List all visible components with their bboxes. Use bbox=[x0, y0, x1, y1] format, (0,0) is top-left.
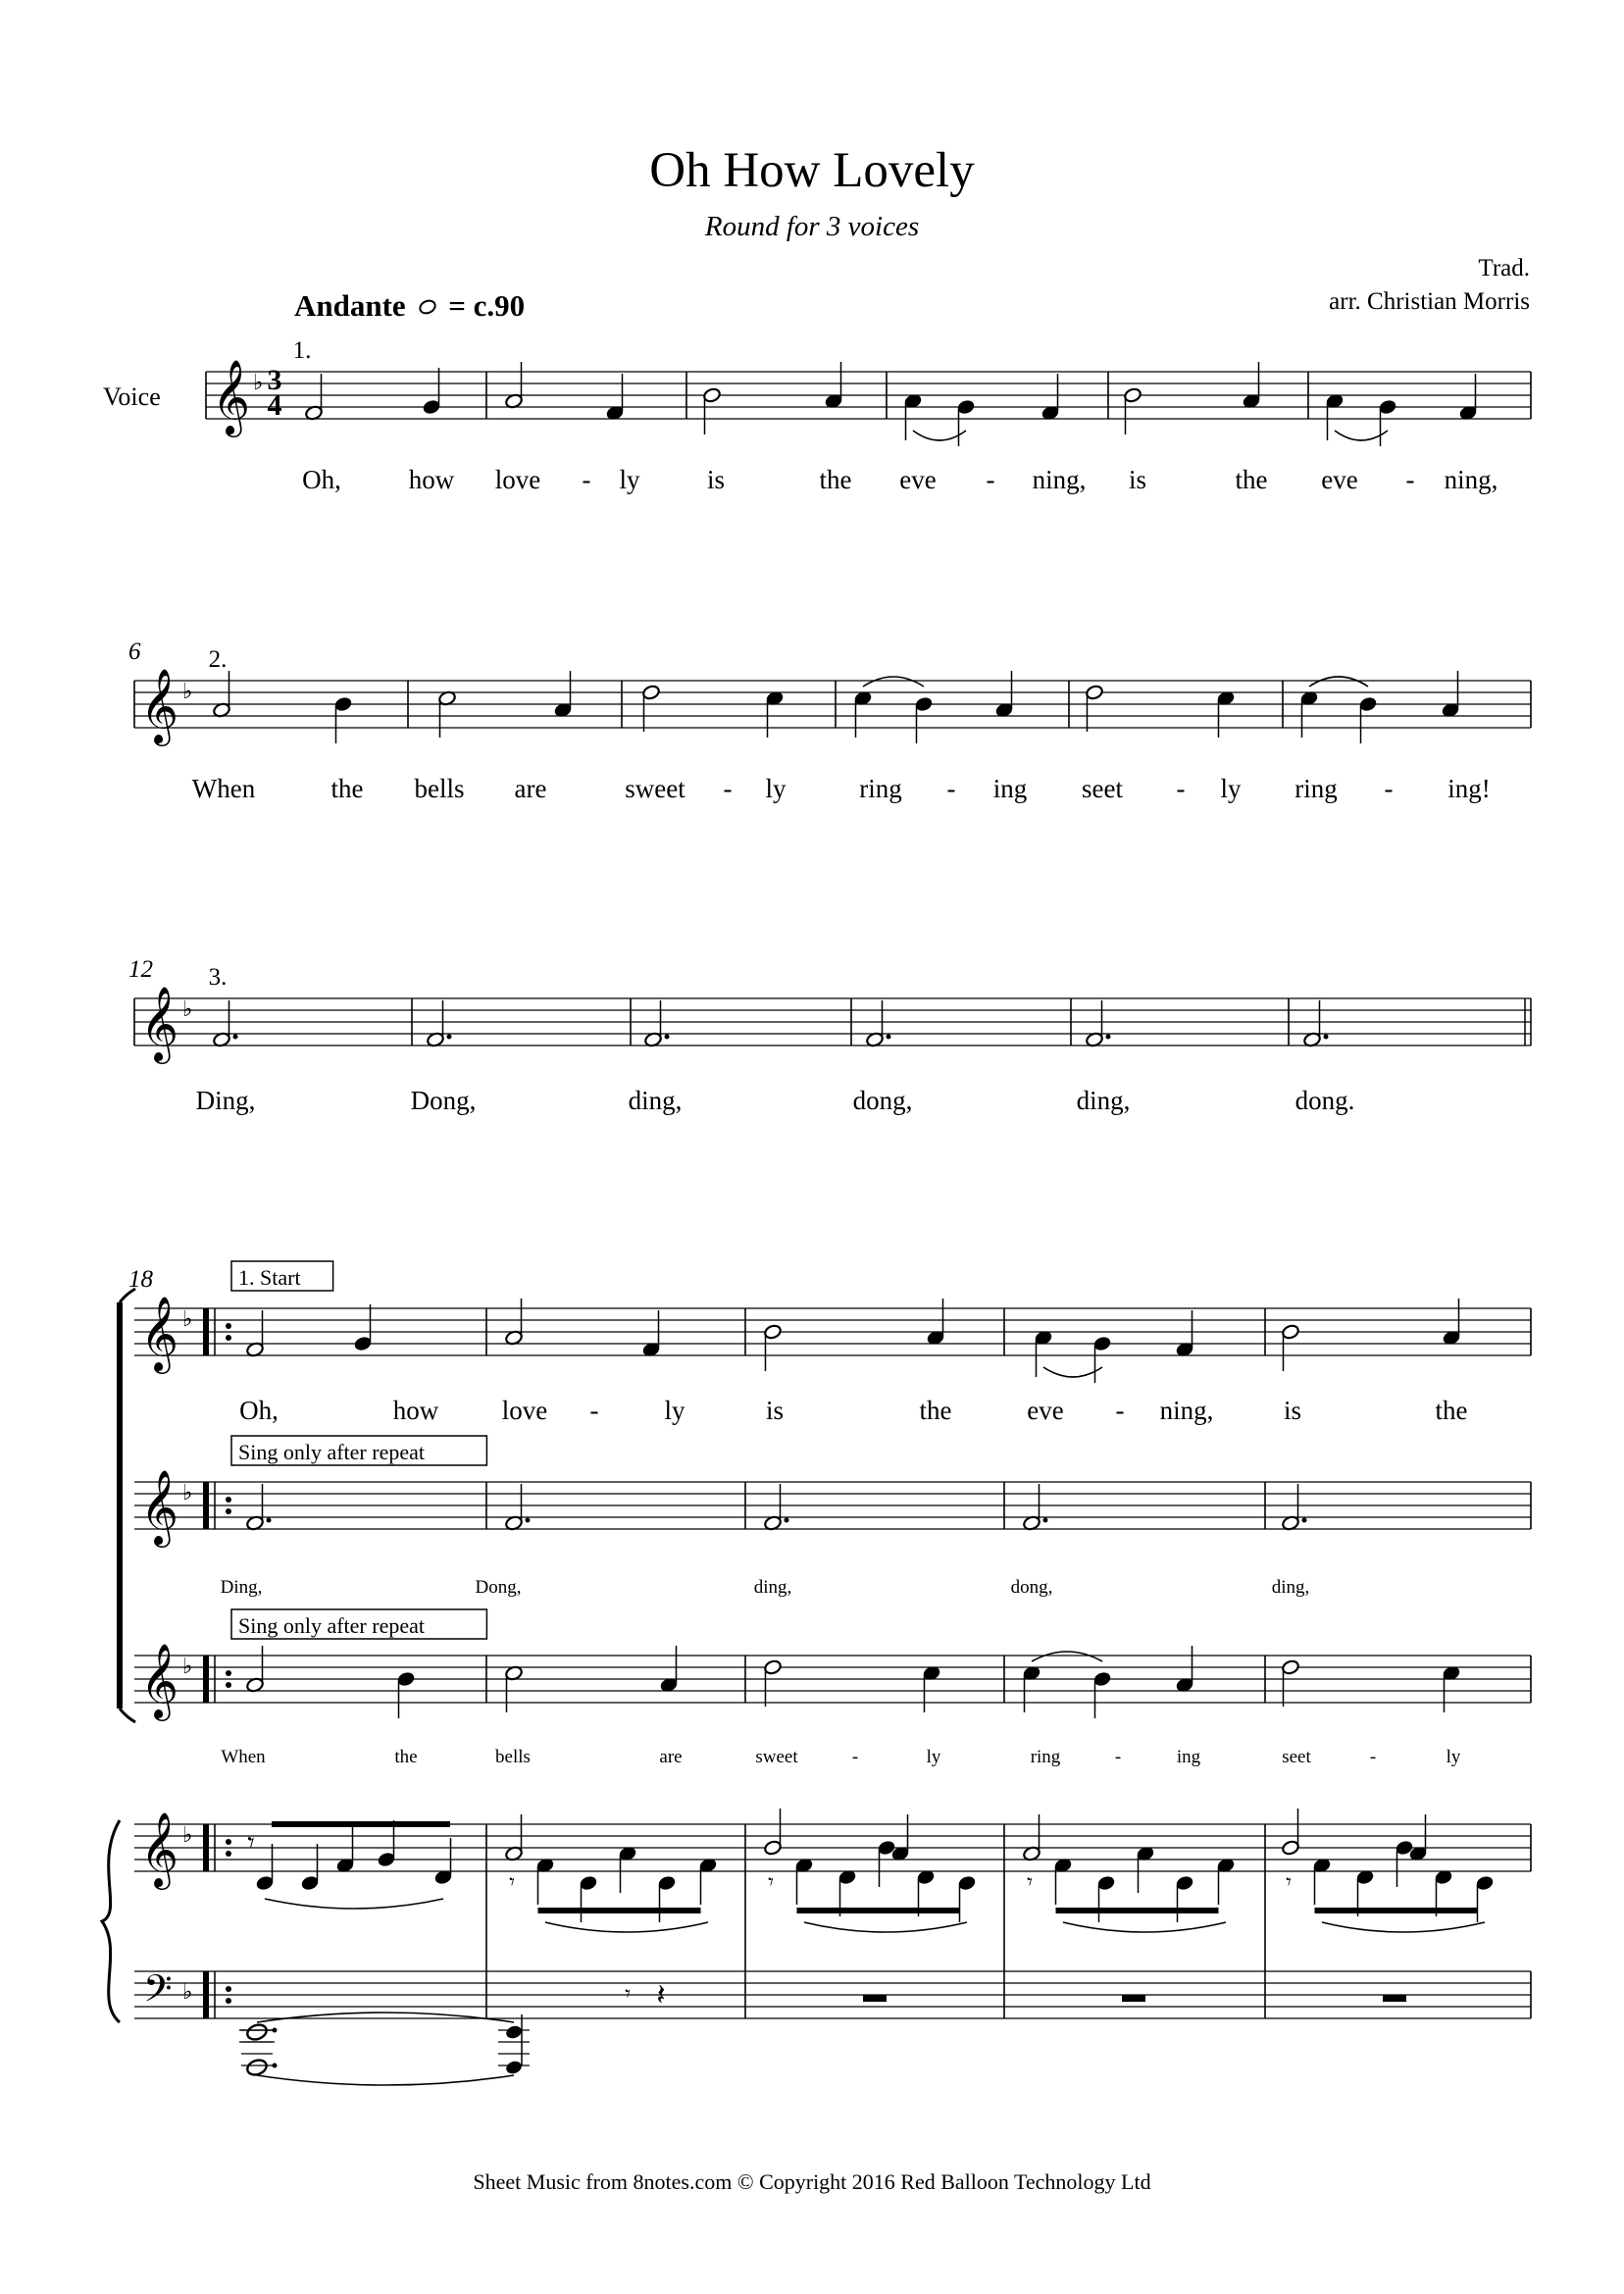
lyric-system-1: eve bbox=[1321, 465, 1358, 494]
quarter-note bbox=[377, 1852, 395, 1868]
quarter-note bbox=[1475, 1875, 1494, 1892]
lyric-system-2: - bbox=[1176, 774, 1186, 803]
lyric-system-1: how bbox=[408, 465, 455, 494]
repeat-dot bbox=[226, 1851, 231, 1857]
lyric-system-3: ding, bbox=[1076, 1086, 1131, 1115]
flat-key-signature: ♭ bbox=[182, 996, 193, 1021]
lyric-voice-3: sweet bbox=[755, 1747, 798, 1767]
lyric-system-1: the bbox=[819, 465, 852, 494]
eighth-rest-icon: 𝄾 bbox=[509, 1869, 515, 1894]
lyric-system-2: bells bbox=[414, 774, 465, 803]
flat-key-signature: ♭ bbox=[182, 679, 193, 703]
lyric-system-3: dong. bbox=[1294, 1086, 1355, 1115]
slur bbox=[1322, 1922, 1485, 1932]
lyric-system-2: - bbox=[723, 774, 733, 803]
lyric-system-2: sweet bbox=[625, 774, 685, 803]
choir-bracket-cap bbox=[120, 1708, 135, 1722]
half-note bbox=[1123, 387, 1142, 404]
repeat-dot bbox=[226, 1998, 231, 2004]
flat-key-signature: ♭ bbox=[182, 1306, 193, 1331]
lyric-system-2: the bbox=[330, 774, 364, 803]
lyric-system-1: is bbox=[706, 465, 726, 494]
eighth-rest-icon: 𝄾 bbox=[768, 1869, 774, 1894]
quarter-note bbox=[957, 1875, 976, 1892]
lyric-system-2: ly bbox=[765, 774, 787, 803]
augmentation-dot bbox=[1043, 1518, 1048, 1523]
section-number: 3. bbox=[208, 964, 228, 991]
augmentation-dot bbox=[273, 2064, 278, 2068]
lyric-system-2: - bbox=[1384, 774, 1394, 803]
lyric-system-1: ning, bbox=[1444, 465, 1498, 494]
time-signature-bottom: 4 bbox=[267, 389, 282, 422]
lyric-voice-1: - bbox=[1115, 1396, 1125, 1425]
quarter-note bbox=[657, 1875, 676, 1892]
half-note bbox=[641, 685, 660, 701]
bass-clef-icon: 𝄢 bbox=[143, 1968, 173, 2018]
repeat-box-label: Sing only after repeat bbox=[238, 1613, 425, 1638]
quarter-note bbox=[422, 399, 440, 416]
augmentation-dot bbox=[526, 1518, 531, 1523]
repeat-dot bbox=[226, 1323, 231, 1329]
lyric-voice-3: ring bbox=[1030, 1747, 1061, 1767]
section-number: 1. bbox=[292, 337, 312, 364]
start-box-label: 1. Start bbox=[238, 1265, 301, 1290]
measure-number: 12 bbox=[128, 956, 153, 983]
tempo-text: Andante bbox=[294, 288, 406, 323]
lyric-voice-3: bells bbox=[495, 1747, 531, 1767]
half-note bbox=[763, 1840, 782, 1857]
lyric-voice-1: the bbox=[1435, 1396, 1468, 1425]
half-note bbox=[1281, 1324, 1299, 1341]
score-title: Oh How Lovely bbox=[649, 143, 975, 198]
lyric-voice-1: is bbox=[1283, 1396, 1302, 1425]
augmentation-dot bbox=[785, 1518, 789, 1523]
lyric-system-1: - bbox=[986, 465, 995, 494]
repeat-dot bbox=[226, 1335, 231, 1341]
eighth-rest-icon: 𝄾 bbox=[1286, 1869, 1292, 1894]
treble-clef-icon: 𝄞 bbox=[140, 671, 179, 742]
lyric-voice-3: ly bbox=[926, 1747, 941, 1767]
lyric-system-2: ring bbox=[859, 774, 902, 803]
lyric-system-2: ing bbox=[992, 774, 1028, 803]
treble-clef-icon: 𝄞 bbox=[140, 1299, 179, 1370]
lyric-voice-1: - bbox=[589, 1396, 599, 1425]
slur bbox=[1032, 1652, 1102, 1661]
repeat-dot bbox=[226, 1497, 231, 1503]
lyric-voice-3: When bbox=[221, 1747, 266, 1767]
treble-clef-icon: 𝄞 bbox=[140, 1472, 179, 1544]
treble-clef-icon: 𝄞 bbox=[140, 1814, 179, 1886]
slur bbox=[1043, 1367, 1102, 1377]
flat-key-signature: ♭ bbox=[182, 1822, 193, 1847]
quarter-note bbox=[914, 696, 933, 713]
half-note bbox=[1281, 1840, 1299, 1857]
eighth-rest-icon: 𝄾 bbox=[1027, 1869, 1033, 1894]
quarter-note bbox=[956, 399, 975, 416]
quarter-note bbox=[333, 696, 352, 713]
lyric-system-3: Dong, bbox=[410, 1086, 477, 1115]
lyric-voice-2: Dong, bbox=[475, 1577, 522, 1598]
augmentation-dot bbox=[267, 1518, 272, 1523]
quarter-note bbox=[1358, 696, 1377, 713]
repeat-dot bbox=[226, 1682, 231, 1688]
bass-quarter-note bbox=[504, 2024, 523, 2041]
arranger: arr. Christian Morris bbox=[1329, 288, 1530, 315]
lyric-voice-1: ning, bbox=[1159, 1396, 1214, 1425]
lyric-voice-3: ly bbox=[1446, 1747, 1461, 1767]
lyric-system-1: eve bbox=[899, 465, 937, 494]
lyric-voice-1: love bbox=[501, 1396, 548, 1425]
lyric-system-1: - bbox=[1405, 465, 1415, 494]
repeat-dot bbox=[226, 1986, 231, 1992]
measure-number: 18 bbox=[128, 1266, 153, 1293]
lyric-system-3: Ding, bbox=[195, 1086, 256, 1115]
part-label-voice: Voice bbox=[103, 382, 161, 411]
measure-number: 6 bbox=[128, 638, 141, 665]
half-note bbox=[1281, 1659, 1299, 1676]
slur bbox=[545, 1922, 708, 1932]
slur bbox=[257, 2013, 514, 2022]
lyric-system-1: love bbox=[494, 465, 541, 494]
bass-quarter-note bbox=[504, 2060, 523, 2076]
treble-clef-icon: 𝄞 bbox=[140, 989, 179, 1060]
quarter-note bbox=[1092, 1336, 1111, 1352]
slur bbox=[1309, 677, 1368, 687]
choir-bracket-cap bbox=[120, 1289, 135, 1302]
lyric-system-1: is bbox=[1128, 465, 1147, 494]
time-signature-top: 3 bbox=[267, 364, 282, 396]
lyric-voice-3: the bbox=[394, 1747, 418, 1767]
augmentation-dot bbox=[447, 1035, 452, 1040]
eighth-rest-icon: 𝄾 bbox=[247, 1828, 255, 1859]
lyric-system-2: ing! bbox=[1447, 774, 1491, 803]
half-rest-icon bbox=[863, 1995, 887, 2002]
lyric-voice-1: the bbox=[919, 1396, 952, 1425]
lyric-system-2: - bbox=[946, 774, 956, 803]
repeat-dot bbox=[226, 1508, 231, 1514]
repeat-box-label: Sing only after repeat bbox=[238, 1440, 425, 1464]
augmentation-dot bbox=[1324, 1035, 1329, 1040]
quarter-note bbox=[396, 1671, 415, 1688]
lyric-voice-2: ding, bbox=[1271, 1577, 1310, 1598]
flat-key-signature: ♭ bbox=[182, 1979, 193, 2004]
repeat-dot bbox=[226, 1839, 231, 1845]
composer: Trad. bbox=[1478, 255, 1530, 281]
lyric-voice-1: how bbox=[392, 1396, 439, 1425]
lyric-system-1: Oh, bbox=[302, 465, 341, 494]
treble-clef-icon: 𝄞 bbox=[212, 362, 251, 433]
quarter-note bbox=[579, 1875, 597, 1892]
flat-key-signature: ♭ bbox=[182, 1480, 193, 1504]
section-number: 2. bbox=[208, 646, 228, 673]
tempo-mark: = c.90 bbox=[448, 288, 526, 323]
quarter-note bbox=[1378, 399, 1396, 416]
lyric-voice-1: eve bbox=[1027, 1396, 1064, 1425]
lyric-system-2: ring bbox=[1294, 774, 1338, 803]
lyric-system-2: When bbox=[191, 774, 256, 803]
half-note bbox=[702, 387, 721, 404]
slur bbox=[265, 1899, 443, 1909]
slur bbox=[863, 677, 924, 687]
lyric-system-1: ly bbox=[619, 465, 640, 494]
bass-whole-note bbox=[245, 2058, 269, 2077]
half-note bbox=[1085, 685, 1103, 701]
lyric-voice-1: is bbox=[765, 1396, 785, 1425]
score-subtitle: Round for 3 voices bbox=[704, 211, 920, 242]
quarter-note bbox=[1092, 1671, 1111, 1688]
flat-key-signature: ♭ bbox=[253, 370, 264, 394]
lyric-voice-1: ly bbox=[664, 1396, 685, 1425]
lyric-voice-3: are bbox=[659, 1747, 683, 1767]
repeat-dot bbox=[226, 1670, 231, 1676]
lyric-voice-3: ing bbox=[1176, 1747, 1201, 1767]
half-rest-icon bbox=[1383, 1995, 1406, 2002]
quarter-note bbox=[1175, 1875, 1193, 1892]
treble-clef-icon: 𝄞 bbox=[140, 1646, 179, 1717]
quarter-note bbox=[300, 1875, 319, 1892]
augmentation-dot bbox=[233, 1035, 238, 1040]
lyric-system-3: ding, bbox=[628, 1086, 683, 1115]
half-note bbox=[763, 1324, 782, 1341]
lyric-system-2: ly bbox=[1220, 774, 1242, 803]
piano-brace bbox=[102, 1820, 120, 2022]
augmentation-dot bbox=[887, 1035, 891, 1040]
half-rest-icon bbox=[1122, 1995, 1145, 2002]
lyric-voice-2: Ding, bbox=[220, 1577, 263, 1598]
augmentation-dot bbox=[1302, 1518, 1307, 1523]
slur bbox=[1063, 1922, 1226, 1932]
half-note bbox=[763, 1659, 782, 1676]
slur bbox=[257, 2075, 514, 2085]
quarter-rest-icon: 𝄽 bbox=[656, 1979, 666, 2012]
lyric-voice-2: ding, bbox=[753, 1577, 792, 1598]
lyric-system-1: the bbox=[1235, 465, 1268, 494]
eighth-rest-icon: 𝄾 bbox=[625, 1981, 631, 2006]
lyric-voice-3: - bbox=[851, 1747, 859, 1767]
lyric-voice-2: dong, bbox=[1010, 1577, 1053, 1598]
slur bbox=[804, 1922, 967, 1932]
lyric-voice-3: seet bbox=[1282, 1747, 1311, 1767]
quarter-note bbox=[1096, 1875, 1115, 1892]
lyric-system-2: seet bbox=[1082, 774, 1123, 803]
quarter-note bbox=[255, 1875, 274, 1892]
lyric-system-1: - bbox=[582, 465, 591, 494]
lyric-voice-3: - bbox=[1114, 1747, 1122, 1767]
lyric-system-3: dong, bbox=[852, 1086, 913, 1115]
lyric-system-1: ning, bbox=[1032, 465, 1087, 494]
copyright-footer: Sheet Music from 8notes.com © Copyright 2016 Red Balloon Technology Ltd bbox=[473, 2169, 1151, 2194]
quarter-note bbox=[353, 1336, 372, 1352]
lyric-voice-3: - bbox=[1369, 1747, 1377, 1767]
lyric-system-2: are bbox=[514, 774, 547, 803]
flat-key-signature: ♭ bbox=[182, 1654, 193, 1678]
augmentation-dot bbox=[665, 1035, 670, 1040]
lyric-voice-1: Oh, bbox=[239, 1396, 279, 1425]
augmentation-dot bbox=[1106, 1035, 1111, 1040]
bass-whole-note bbox=[245, 2022, 269, 2042]
